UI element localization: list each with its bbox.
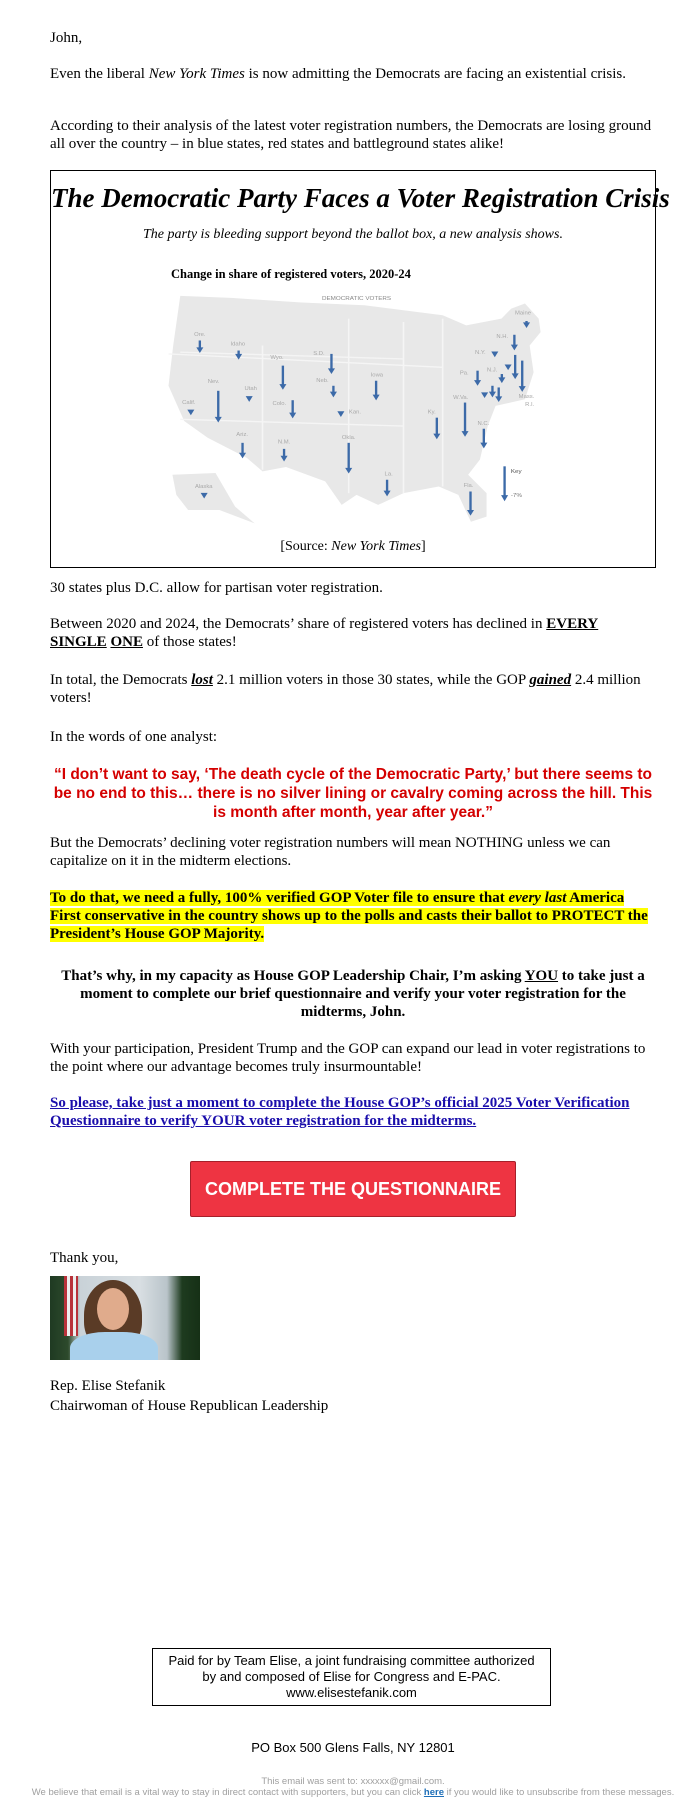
state-label: Ky. xyxy=(427,409,436,416)
state-label: Neb. xyxy=(316,378,329,384)
state-label: Colo. xyxy=(272,401,287,408)
state-label: N.M. xyxy=(277,439,291,446)
key-value-label: -7% xyxy=(510,493,522,500)
text: To do that, we need a fully, 100% verified GOP Voter file to ensure that xyxy=(50,890,509,906)
text: is now admitting the Democrats are facing an existential crisis. xyxy=(244,66,626,82)
unsubscribe-notice xyxy=(20,1776,686,1798)
unsubscribe-text xyxy=(20,1787,686,1798)
state-label: Utah xyxy=(244,386,257,392)
source-name: New York Times xyxy=(331,539,421,554)
text: of those states! xyxy=(142,634,237,650)
analyst-quote: “I don’t want to say, ‘The death cycle of the Democratic Party,’ but there seems to be no end to this… there is no silver lining or cavalry coming across the hill. This is month after month, year after year.” xyxy=(53,766,653,821)
state-label: N.J. xyxy=(486,368,498,374)
state-label: W.Va. xyxy=(453,395,469,402)
complete-questionnaire-button[interactable]: COMPLETE THE QUESTIONNAIRE xyxy=(190,1161,516,1217)
key-label: Key xyxy=(510,469,522,475)
state-label: Alaska xyxy=(194,484,213,490)
portrait-face xyxy=(97,1288,129,1330)
text: In total, the Democrats xyxy=(50,672,192,688)
signoff: Thank you, xyxy=(50,1250,119,1266)
paragraph-nyt xyxy=(50,65,656,83)
disclaimer-text: Paid for by Team Elise, a joint fundraising committee authorized by and composed of Elise for Congress and E-PAC. www.elisestefanik.com xyxy=(168,1653,535,1700)
state-label: Iowa xyxy=(370,372,384,379)
state-label: N.Y. xyxy=(474,350,486,357)
emphasis: ONE xyxy=(110,634,143,650)
paragraph-states: 30 states plus D.C. allow for partisan voter registration. xyxy=(50,580,383,596)
state-label: Nev. xyxy=(207,379,220,385)
paragraph-participation: With your participation, President Trump and the GOP can expand our lead in voter registrations to the point where our advantage becomes truly insurmountable! xyxy=(50,1041,646,1075)
text: America First conservative in the country shows up to the polls and casts their ballot to PROTECT the President’s House GOP Majority. xyxy=(50,890,648,942)
paragraph-analysis: According to their analysis of the latest voter registration numbers, the Democrats are losing ground all over the country – in blue states, red states and battleground states alike! xyxy=(50,118,652,152)
text: Between 2020 and 2024, the Democrats’ share of registered voters has declined in xyxy=(50,616,547,632)
figure-subtitle: The party is bleeding support beyond the ballot box, a new analysis shows. xyxy=(143,227,563,242)
news-figure xyxy=(50,170,670,568)
state-label: N.H. xyxy=(496,334,509,340)
state-label: Maine xyxy=(514,310,532,317)
emphasis: YOU xyxy=(524,968,559,984)
paid-for-disclaimer xyxy=(152,1648,551,1706)
text: 2.4 million voters! xyxy=(50,672,641,706)
paragraph-midterms: But the Democrats’ declining voter registration numbers will mean NOTHING unless we can capitalize on it in the midterm elections. xyxy=(50,835,611,869)
state-label: N.C. xyxy=(477,421,490,427)
state-label: Mass. xyxy=(518,394,535,401)
state-label: Calif. xyxy=(182,400,196,406)
emphasis-lost: lost xyxy=(191,672,213,688)
state-label: Kan. xyxy=(348,409,361,416)
emphasis: EVERY SINGLE xyxy=(50,616,599,650)
signer-name: Rep. Elise Stefanik xyxy=(50,1378,166,1394)
figure-source xyxy=(51,539,655,555)
text: ] xyxy=(421,539,426,554)
mailing-address: PO Box 500 Glens Falls, NY 12801 xyxy=(251,1740,455,1755)
state-label: La. xyxy=(384,472,393,478)
paragraph-analyst: In the words of one analyst: xyxy=(50,729,218,745)
state-label: Wyo. xyxy=(270,355,284,361)
us-map-shape xyxy=(169,296,541,522)
state-label: Ariz. xyxy=(236,432,249,438)
publication-name: New York Times xyxy=(148,66,245,82)
state-label: Okla. xyxy=(341,435,356,441)
text: That’s why, in my capacity as House GOP Leadership Chair, I’m asking xyxy=(61,968,525,984)
emphasis: every last xyxy=(508,890,567,906)
alaska-shape xyxy=(172,473,254,523)
state-label: Pa. xyxy=(459,370,469,377)
sent-to: This email was sent to: xxxxxx@gmail.com. xyxy=(261,1776,445,1787)
key-arrow-head xyxy=(501,495,508,501)
series-label: DEMOCRATIC VOTERS xyxy=(321,296,392,302)
paragraph-totals xyxy=(50,671,656,707)
state-label: Ore. xyxy=(194,332,206,338)
state-label: Idaho xyxy=(230,341,246,348)
ask-paragraph xyxy=(50,967,656,1021)
text: if you would like to unsubscribe from these messages. xyxy=(443,1787,675,1798)
signer-title: Chairwoman of House Republican Leadership xyxy=(50,1398,329,1414)
flag-shape xyxy=(64,1276,78,1336)
signature-photo xyxy=(50,1276,200,1360)
greeting: John, xyxy=(50,30,83,46)
cta-paragraph xyxy=(50,1094,656,1130)
state-label: R.I. xyxy=(525,402,535,408)
text: We believe that email is a vital way to stay in direct contact with supporters, but you can click xyxy=(31,1787,424,1798)
chart-title: Change in share of registered voters, 2020-24 xyxy=(171,267,411,281)
state-label: S.D. xyxy=(313,351,325,357)
highlighted-paragraph xyxy=(50,889,656,943)
emphasis-gained: gained xyxy=(529,672,572,688)
text: [Source: xyxy=(280,539,332,554)
text: Even the liberal xyxy=(50,66,149,82)
figure-title: The Democratic Party Faces a Voter Registration Crisis xyxy=(51,183,670,213)
text: to take just a moment to complete our brief questionnaire and verify your voter registration for the midterms, John. xyxy=(80,968,645,1020)
unsubscribe-link[interactable]: here xyxy=(423,1787,444,1798)
paragraph-decline xyxy=(50,615,656,651)
text: 2.1 million voters in those 30 states, while the GOP xyxy=(212,672,530,688)
portrait-shirt xyxy=(70,1332,158,1360)
state-label: Fla. xyxy=(463,483,474,489)
questionnaire-link[interactable]: So please, take just a moment to complete the House GOP’s official 2025 Voter Verification Questionnaire to verify YOUR voter registration for the midterms. xyxy=(50,1095,630,1129)
